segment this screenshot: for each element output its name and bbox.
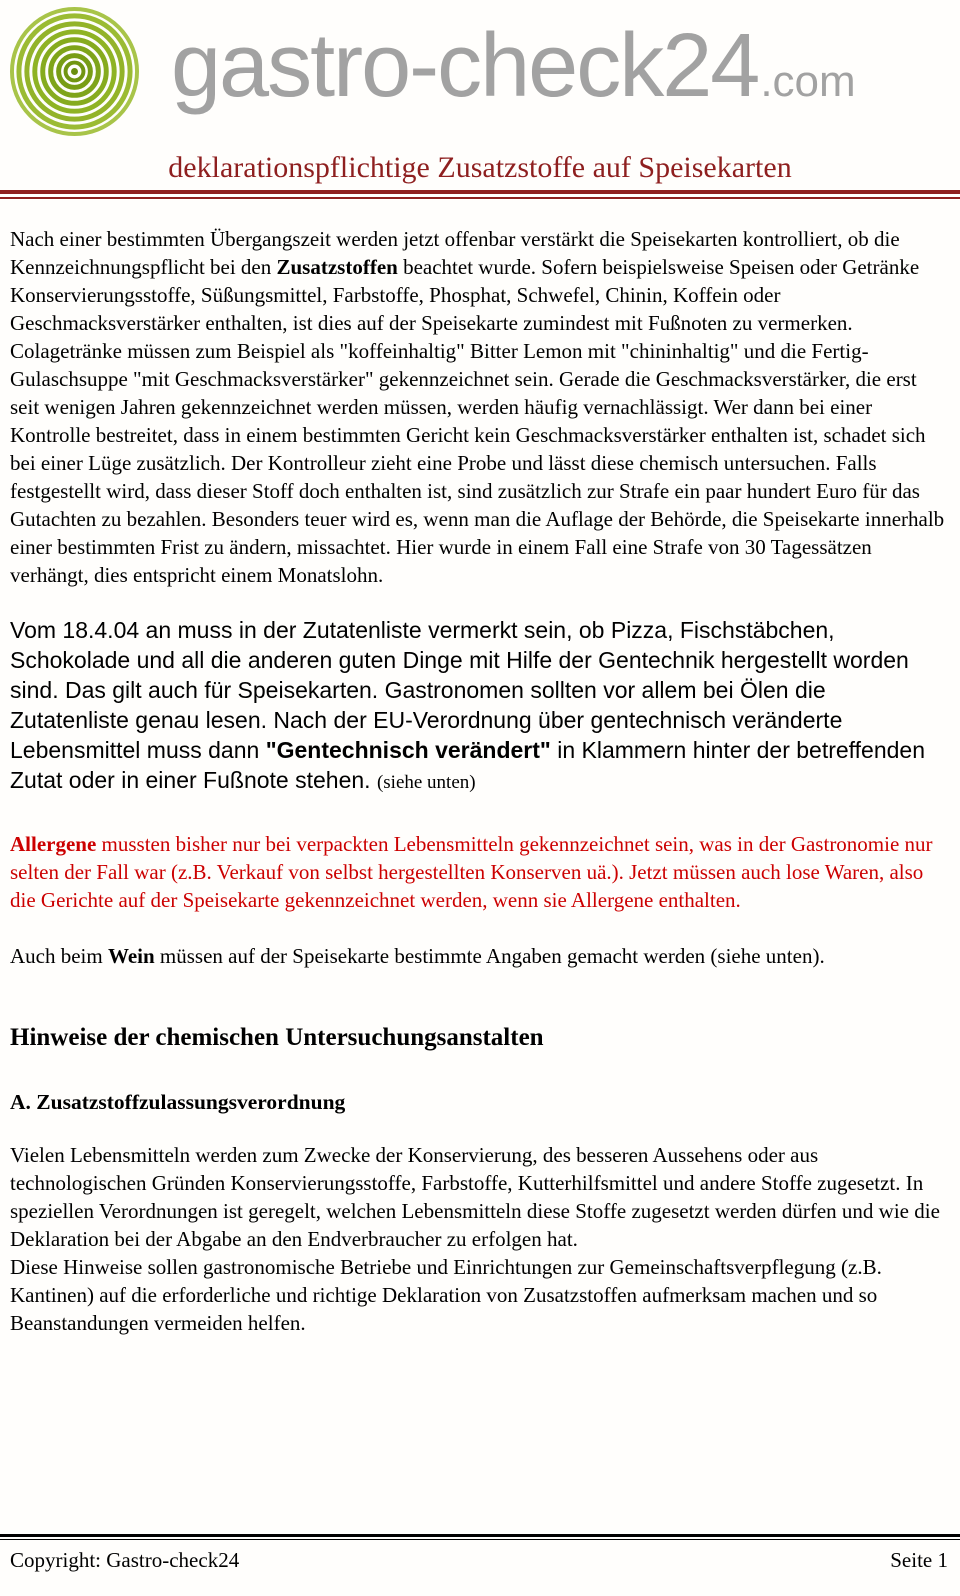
paragraph-allergene: Allergene mussten bisher nur bei verpackten Lebensmitteln gekennzeichnet sein, was in der Gastronomie nur selten der Fall war (z.B. Verkauf von selbst hergestellten Konserven uä.). Jetzt müssen auch lose Waren, also die Gerichte auf der Speisekarte gekennzeichnet werden, wenn sie Allergene enthalten. [10,832,933,912]
subsection-heading-verordnung: A. Zusatzstoffzulassungsverordnung [10,1090,346,1114]
concentric-rings-icon [8,5,141,138]
paragraph-wein: Auch beim Wein müssen auf der Speisekarte bestimmte Angaben gemacht werden (siehe unten). [10,944,825,968]
logo [0,5,960,145]
masthead [0,0,960,199]
paragraph-zusatzstoffe-intro: Nach einer bestimmten Übergangszeit werden jetzt offenbar verstärkt die Speisekarten kontrolliert, ob die Kennzeichnungspflicht bei den Zusatzstoffen beachtet wurde. Sofern beispielsweise Speisen oder Getränke Konservierungsstoffe, Süßungsmittel, Farbstoffe, Phosphat, Schwefel, Chinin, Koffein oder Geschmacksverstärker enthalten, ist dies auf der Speisekarte zumindest mit Fußnoten zu vermerken. Colagetränke müssen zum Beispiel als "koffeinhaltig" Bitter Lemon mit "chininhaltig" und die Fertig-Gulaschsuppe "mit Geschmacksverstärker" gekennzeichnet sein. Gerade die Geschmacksverstärker, die erst seit wenigen Jahren gekennzeichnet werden müssen, werden häufig vernachlässigt. Wer dann bei einer Kontrolle bestreitet, dass in einem bestimmten Gericht kein Geschmacksverstärker enthalten ist, schadet sich bei einer Lüge zusätzlich. Der Kontrolleur zieht eine Probe und lässt diese chemisch untersuchen. Falls festgestellt wird, dass dieser Stoff doch enthalten ist, sind zusätzlich zur Strafe ein paar hundert Euro für das Gutachten zu bezahlen. Besonders teuer wird es, wenn man die Auflage der Behörde, die Speisekarte innerhalb einer bestimmten Frist zu ändern, missachtet. Hier wurde in einem Fall eine Strafe von 30 Tagessätzen verhängt, dies entspricht einem Monatslohn. [10,227,945,587]
paragraph-gentechnik: Vom 18.4.04 an muss in der Zutatenliste vermerkt sein, ob Pizza, Fischstäbchen, Schokolade und all die anderen guten Dinge mit Hilfe der Gentechnik hergestellt worden sind. Das gilt auch für Speisekarten. Gastronomen sollten vor allem bei Ölen die Zutatenliste genau lesen. Nach der EU-Verordnung über gentechnisch veränderte Lebensmittel muss dann "Gentechnisch verändert" in Klammern hinter der betreffenden Zutat oder in einer Fußnote stehen. (siehe unten) [10,617,926,793]
brand-wordmark [171,16,856,116]
footer-row [0,1540,960,1573]
brand-tld: .com [760,57,856,106]
page-footer [0,1534,960,1573]
paragraph-verordnung-text: Vielen Lebensmitteln werden zum Zwecke der Konservierung, des besseren Aussehens oder aus technologischen Gründen Konservierungsstoffe, Farbstoffe, Kutterhilfsmittel und andere Stoffe zugesetzt. In speziellen Verordnungen ist geregelt, welchen Lebensmitteln diese Stoffe zugesetzt werden dürfen und wie die Deklaration bei der Abgabe an den Endverbraucher zu erfolgen hat. [10,1143,940,1251]
page-title: deklarationspflichtige Zusatzstoffe auf Speisekarten [168,151,792,184]
section-heading-untersuchungsanstalten: Hinweise der chemischen Untersuchungsanstalten [10,1024,544,1051]
page-number: Seite 1 [890,1548,948,1572]
title-divider [0,190,960,199]
copyright-text: Copyright: Gastro-check24 [10,1548,240,1572]
paragraph-hinweise-text: Diese Hinweise sollen gastronomische Betriebe und Einrichtungen zur Gemeinschaftsverpflegung (z.B. Kantinen) auf die erforderliche und richtige Deklaration von Zusatzstoffen aufmerksam machen und so Beanstandungen vermeiden helfen. [10,1255,882,1335]
document-body [0,225,960,1337]
brand-name: gastro-check24 [171,16,759,116]
